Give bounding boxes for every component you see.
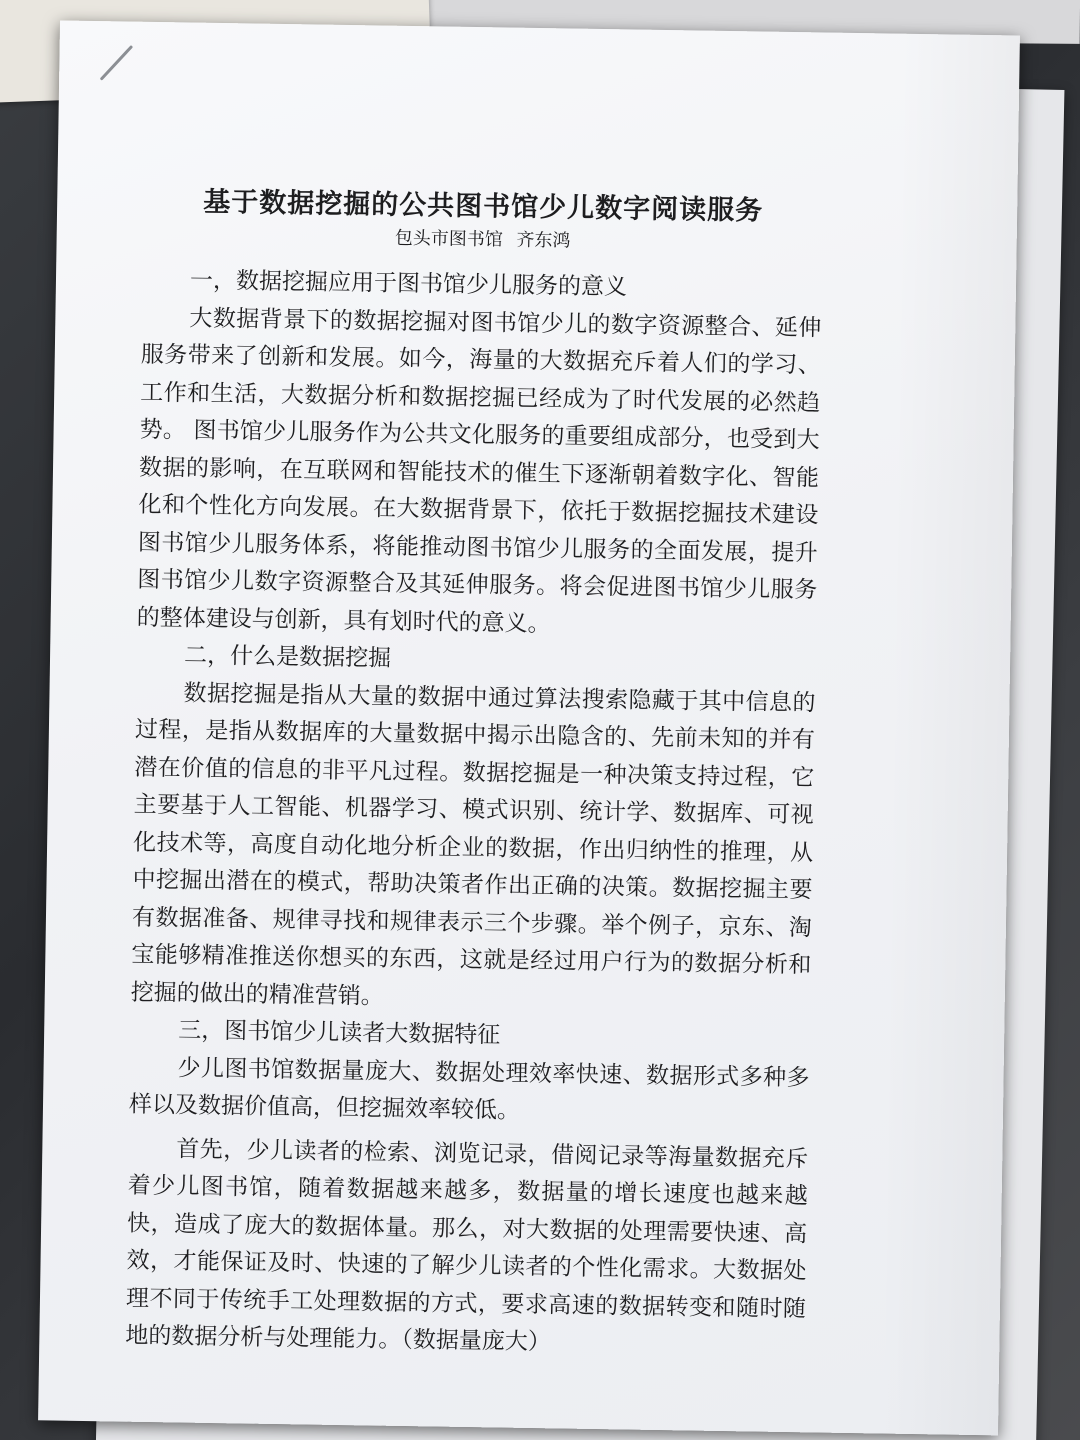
document-title: 基于数据挖掘的公共图书馆少儿数字阅读服务 <box>202 186 764 227</box>
document-author: 包头市图书馆 齐东鸿 <box>394 227 571 252</box>
printed-page <box>38 20 1020 1435</box>
section-1-paragraph-1: 大数据背景下的数据挖掘对图书馆少儿的数字资源整合、延伸服务带来了创新和发展。如今，海量的大数据充斥着人们的学习、工作和生活，大数据分析和数据挖掘已经成为了时代发展的必然趋势。 图书馆少儿服务作为公共文化服务的重要组成部分，也受到大数据的影响，在互联网和智能技术的催生下逐渐朝着数字化、智能化和个性化方向发展。在大数据背景下，依托于数据挖掘技术建设图书馆少儿服务体系，将能推动图书馆少儿服务的全面发展，提升图书馆少儿数字资源整合及其延伸服务。将会促进图书馆少儿服务的整体建设与创新，具有划时代的意义。 <box>136 305 822 637</box>
page-shading <box>878 34 1020 1436</box>
section-2-paragraph-1: 数据挖掘是指从大量的数据中通过算法搜索隐藏于其中信息的过程，是指从数据库的大量数据中揭示出隐含的、先前未知的并有潜在价值的信息的非平凡过程。数据挖掘是一种决策支持过程，它主要基于人工智能、机器学习、模式识别、统计学、数据库、可视化技术等，高度自动化地分析企业的数据，作出归纳性的推理，从中挖掘出潜在的模式，帮助决策者作出正确的决策。数据挖掘主要有数据准备、规律寻找和规律表示三个步骤。举个例子，京东、淘宝能够精准推送你想买的东西，这就是经过用户行为的数据分析和挖掘的做出的精准营销。 <box>130 679 816 1010</box>
document-body <box>125 182 823 1366</box>
section-heading-3: 三，图书馆少儿读者大数据特征 <box>178 1017 501 1049</box>
section-3-paragraph-2: 首先，少儿读者的检索、浏览记录，借阅记录等海量数据充斥着少儿图书馆，随着数据越来越多，数据量的增长速度也越来越快，造成了庞大的数据体量。那么，对大数据的处理需要快速、高效，才能保证及时、快速的了解少儿读者的个性化需求。大数据处理不同于传统手工处理数据的方式，要求高速的数据转变和随时随地的数据分析与处理能力。（数据量庞大） <box>125 1135 809 1356</box>
section-heading-1: 一，数据挖掘应用于图书馆少儿服务的意义 <box>189 267 628 301</box>
staple-mark <box>100 45 134 81</box>
section-heading-2: 二，什么是数据挖掘 <box>183 642 392 672</box>
section-3-paragraph-1: 少儿图书馆数据量庞大、数据处理效率快速、数据形式多种多样以及数据价值高，但挖掘效率较低。 <box>128 1054 810 1124</box>
